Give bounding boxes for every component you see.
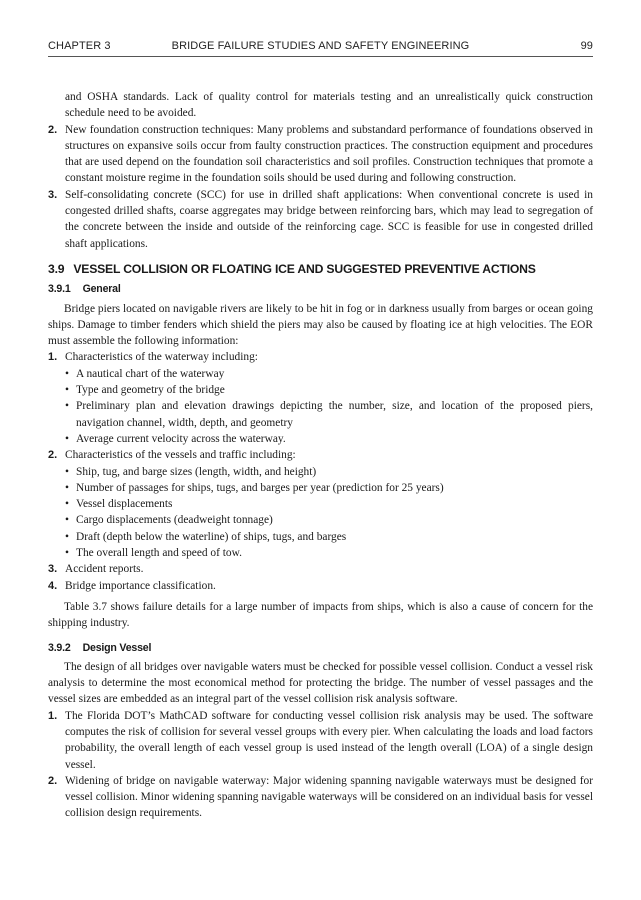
list-item: 1. The Florida DOT’s MathCAD software for conducting vessel collision risk analysis may be used. The software computes the risk of collision for several vessel groups with every pier. When calculating the loads and load factors probability, the overall length of each vessel group is used instead of the length overall (LOA) of a single design vessel. — [48, 709, 593, 771]
bullet-item: • Type and geometry of the bridge — [65, 384, 225, 397]
bullet-item: • Draft (depth below the waterline) of ships, tugs, and barges — [65, 530, 347, 543]
list-item: 1. Characteristics of the waterway including: — [48, 351, 258, 364]
list-item: 2. Widening of bridge on navigable waterway: Major widening spanning navigable waterways must be designed for vessel collision. Minor widening spanning navigable waterways will be considered on an individual basis for vessel collision design requirements. — [48, 774, 593, 820]
list-item: 4. Bridge importance classification. — [48, 579, 216, 592]
chapter-label: CHAPTER 3 — [48, 40, 111, 52]
general-intro: Bridge piers located on navigable rivers are likely to be hit in fog or in darkness usually from barges or ocean going ships. Damage to timber fenders which shield the piers may also be caused by floating ice at high velocities. The EOR must assemble the following information: — [48, 302, 593, 348]
page-body — [48, 89, 593, 822]
bullet-item: • Number of passages for ships, tugs, and barges per year (prediction for 25 years) — [65, 481, 444, 494]
bullet-item: • Cargo displacements (deadweight tonnage) — [65, 514, 273, 527]
bullet-item: • Ship, tug, and barge sizes (length, width, and height) — [65, 465, 317, 478]
bullet-item: • A nautical chart of the waterway — [65, 367, 225, 380]
bullet-item: • Average current velocity across the waterway. — [65, 432, 286, 445]
list-item: 3. Accident reports. — [48, 563, 144, 576]
bullet-item: • The overall length and speed of tow. — [65, 547, 242, 560]
list-item: 2. Characteristics of the vessels and traffic including: — [48, 449, 296, 462]
subsection-heading-general: 3.9.1 General — [48, 283, 121, 296]
subsection-heading-design-vessel: 3.9.2 Design Vessel — [48, 641, 152, 654]
bullet-item: • Vessel displacements — [65, 498, 173, 511]
list-item: 2. New foundation construction techniques: Many problems and substandard performance of foundations observed in structures on expansive soils occur from faulty construction practices. The construction equipment and procedures that are used depend on the foundation soil characteristics and soil profiles. Construction techniques that promote a constant moisture regime in the foundation soils should be used during and following construction. — [48, 123, 593, 185]
section-heading: 3.9 VESSEL COLLISION OR FLOATING ICE AND SUGGESTED PREVENTIVE ACTIONS — [48, 261, 536, 276]
continued-paragraph: and OSHA standards. Lack of quality control for materials testing and an unrealistically quick construction schedule need to be avoided. — [65, 91, 593, 120]
general-closing: Table 3.7 shows failure details for a large number of impacts from ships, which is also a cause of concern for the shipping industry. — [48, 600, 593, 630]
running-title: BRIDGE FAILURE STUDIES AND SAFETY ENGINEERING — [171, 40, 470, 52]
bullet-item: • Preliminary plan and elevation drawings depicting the number, size, and location of the proposed piers, navigation channel, width, depth, and geometry — [65, 400, 593, 429]
page-number: 99 — [580, 40, 593, 52]
design-intro: The design of all bridges over navigable waters must be checked for possible vessel collision. Conduct a vessel risk analysis to determine the most economical method for protecting the bridge. The number of vessel passages and the vessel sizes are embedded as an integral part of the vessel collision risk analysis software. — [48, 660, 593, 706]
list-item: 3. Self-consolidating concrete (SCC) for use in drilled shaft applications: When conventional concrete is used in congested drilled shafts, coarse aggregates may bridge between reinforcing bars, which may lead to segregation of the concrete between the inside and outside of the reinforcing cage. SCC is feasible for use in congested drilled shaft applications. — [48, 188, 593, 250]
running-header — [48, 40, 593, 57]
